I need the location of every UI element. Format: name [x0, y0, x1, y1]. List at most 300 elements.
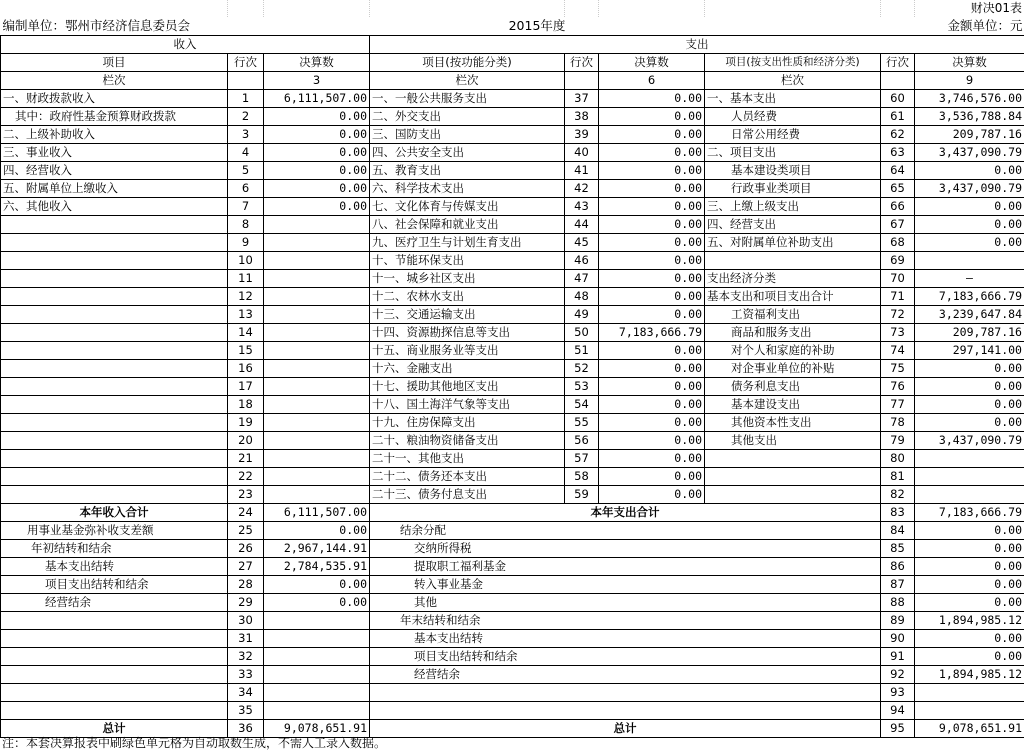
income-item: 二、上级补助收入 — [1, 125, 228, 143]
income-item: 一、财政拨款收入 — [1, 89, 228, 107]
expense-amount — [915, 683, 1024, 701]
expense-econ-item — [705, 485, 881, 503]
row-number: 25 — [228, 521, 264, 539]
expense-func-amount: 0.00 — [599, 377, 705, 395]
expense-amount: 1,894,985.12 — [915, 611, 1024, 629]
income-amount — [264, 665, 370, 683]
row-number: 27 — [228, 557, 264, 575]
expense-econ-item: 对个人和家庭的补助 — [705, 341, 881, 359]
expense-func-item: 二、外交支出 — [370, 107, 565, 125]
expense-func-item: 五、教育支出 — [370, 161, 565, 179]
row-number: 63 — [881, 143, 915, 161]
row-number: 93 — [881, 683, 915, 701]
income-amount: 0.00 — [264, 107, 370, 125]
income-item: 三、事业收入 — [1, 143, 228, 161]
table-row — [1, 467, 1024, 485]
row-number: 59 — [565, 485, 599, 503]
row-number: 32 — [228, 647, 264, 665]
expense-econ-amount: 7,183,666.79 — [915, 287, 1024, 305]
income-item — [1, 377, 228, 395]
row-number: 72 — [881, 305, 915, 323]
expense-func-amount: 0.00 — [599, 269, 705, 287]
income-amount: 0.00 — [264, 125, 370, 143]
expense-econ-item: 其他资本性支出 — [705, 413, 881, 431]
income-amount — [264, 449, 370, 467]
table-row — [1, 305, 1024, 323]
expense-econ-amount: 0.00 — [915, 233, 1024, 251]
expense-func-amount: 0.00 — [599, 89, 705, 107]
expense-item — [370, 701, 881, 719]
table-row — [1, 683, 1024, 701]
expense-econ-amount: 209,787.16 — [915, 125, 1024, 143]
income-item — [1, 269, 228, 287]
expense-func-item: 八、社会保障和就业支出 — [370, 215, 565, 233]
row-number: 38 — [565, 107, 599, 125]
income-section-header: 收入 — [1, 35, 370, 53]
row-number: 37 — [565, 89, 599, 107]
income-amount — [264, 629, 370, 647]
row-number: 35 — [228, 701, 264, 719]
col-amount: 决算数 — [599, 53, 705, 71]
expense-econ-amount: 209,787.16 — [915, 323, 1024, 341]
lanci-label: 栏次 — [370, 71, 565, 89]
footnote: 注：本套决算报表中刷绿色单元格为自动取数生成，不需人工录入数据。 — [2, 736, 387, 750]
section-header-row — [1, 35, 1024, 53]
expense-econ-amount: 0.00 — [915, 197, 1024, 215]
row-number: 79 — [881, 431, 915, 449]
income-amount: 0.00 — [264, 179, 370, 197]
expense-item: 转入事业基金 — [370, 575, 881, 593]
expense-item: 结余分配 — [370, 521, 881, 539]
expense-econ-item: 其他支出 — [705, 431, 881, 449]
income-amount: 0.00 — [264, 593, 370, 611]
row-number: 65 — [881, 179, 915, 197]
expense-econ-item: 五、对附属单位补助支出 — [705, 233, 881, 251]
income-item — [1, 701, 228, 719]
row-number: 1 — [228, 89, 264, 107]
expense-item: 经营结余 — [370, 665, 881, 683]
expense-func-item: 十六、金融支出 — [370, 359, 565, 377]
expense-econ-amount: 0.00 — [915, 377, 1024, 395]
income-item: 五、附属单位上缴收入 — [1, 179, 228, 197]
table-row — [1, 251, 1024, 269]
expense-econ-item: 债务利息支出 — [705, 377, 881, 395]
income-item — [1, 665, 228, 683]
income-amount: 0.00 — [264, 575, 370, 593]
expense-econ-item: 支出经济分类 — [705, 269, 881, 287]
expense-amount: 0.00 — [915, 575, 1024, 593]
expense-econ-item: 对企事业单位的补贴 — [705, 359, 881, 377]
expense-amount: 0.00 — [915, 521, 1024, 539]
reporting-unit: 编制单位：鄂州市经济信息委员会 — [2, 18, 191, 34]
expense-econ-amount: 3,437,090.79 — [915, 179, 1024, 197]
income-item — [1, 233, 228, 251]
totals-row — [1, 503, 1024, 521]
table-row — [1, 449, 1024, 467]
expense-item: 其他 — [370, 593, 881, 611]
table-row — [1, 143, 1024, 161]
income-item: 用事业基金弥补收支差额 — [1, 521, 228, 539]
table-row — [1, 521, 1024, 539]
income-item — [1, 359, 228, 377]
col-row-no: 行次 — [228, 53, 264, 71]
expense-amount: 0.00 — [915, 539, 1024, 557]
expense-func-amount: 0.00 — [599, 233, 705, 251]
income-item — [1, 251, 228, 269]
row-number: 78 — [881, 413, 915, 431]
row-number: 5 — [228, 161, 264, 179]
row-number: 24 — [228, 503, 264, 521]
row-number: 73 — [881, 323, 915, 341]
expense-amount: 0.00 — [915, 593, 1024, 611]
row-number: 20 — [228, 431, 264, 449]
row-number: 57 — [565, 449, 599, 467]
income-item: 项目支出结转和结余 — [1, 575, 228, 593]
expense-econ-item: 一、基本支出 — [705, 89, 881, 107]
expense-func-amount: 0.00 — [599, 251, 705, 269]
income-item — [1, 467, 228, 485]
expense-econ-item: 基本支出和项目支出合计 — [705, 287, 881, 305]
col-amount: 决算数 — [915, 53, 1024, 71]
row-number: 71 — [881, 287, 915, 305]
column-header-row — [1, 53, 1024, 71]
grand-total-label: 总计 — [370, 719, 881, 737]
table-row — [1, 125, 1024, 143]
expense-func-amount: 0.00 — [599, 431, 705, 449]
col-row-no: 行次 — [881, 53, 915, 71]
income-amount — [264, 485, 370, 503]
row-number: 82 — [881, 485, 915, 503]
expense-func-item: 二十二、债务还本支出 — [370, 467, 565, 485]
table-row — [1, 215, 1024, 233]
table-row — [1, 287, 1024, 305]
row-number: 19 — [228, 413, 264, 431]
income-item — [1, 215, 228, 233]
row-number: 95 — [881, 719, 915, 737]
row-number: 13 — [228, 305, 264, 323]
row-number: 62 — [881, 125, 915, 143]
table-row — [1, 413, 1024, 431]
row-number: 74 — [881, 341, 915, 359]
meta-row — [1, 17, 1024, 35]
expense-func-item: 六、科学技术支出 — [370, 179, 565, 197]
expense-econ-amount: 0.00 — [915, 413, 1024, 431]
table-row — [1, 233, 1024, 251]
expense-func-item: 十一、城乡社区支出 — [370, 269, 565, 287]
expense-item — [370, 683, 881, 701]
row-number: 75 — [881, 359, 915, 377]
col-item-func: 项目(按功能分类) — [370, 53, 565, 71]
expense-func-amount: 0.00 — [599, 341, 705, 359]
expense-econ-item — [705, 251, 881, 269]
expense-func-amount: 0.00 — [599, 107, 705, 125]
row-number: 60 — [881, 89, 915, 107]
expense-func-amount: 0.00 — [599, 467, 705, 485]
col-index-6: 6 — [599, 71, 705, 89]
income-amount — [264, 359, 370, 377]
income-amount — [264, 269, 370, 287]
expense-econ-amount: — — [915, 269, 1024, 287]
row-number: 85 — [881, 539, 915, 557]
income-amount — [264, 467, 370, 485]
table-row — [1, 665, 1024, 683]
table-row — [1, 611, 1024, 629]
expense-econ-amount: 3,437,090.79 — [915, 143, 1024, 161]
expense-func-item: 十三、交通运输支出 — [370, 305, 565, 323]
row-number: 41 — [565, 161, 599, 179]
amount-unit: 金额单位：元 — [947, 18, 1023, 34]
row-number: 26 — [228, 539, 264, 557]
row-number: 94 — [881, 701, 915, 719]
row-number: 81 — [881, 467, 915, 485]
row-number: 91 — [881, 647, 915, 665]
income-amount: 6,111,507.00 — [264, 89, 370, 107]
expense-econ-item — [705, 449, 881, 467]
col-item-econ: 项目(按支出性质和经济分类) — [705, 53, 881, 71]
row-number: 39 — [565, 125, 599, 143]
income-item: 基本支出结转 — [1, 557, 228, 575]
expense-econ-amount — [915, 449, 1024, 467]
expense-func-amount: 0.00 — [599, 197, 705, 215]
income-total-value: 6,111,507.00 — [264, 503, 370, 521]
income-item — [1, 341, 228, 359]
row-number: 86 — [881, 557, 915, 575]
row-number: 50 — [565, 323, 599, 341]
income-item — [1, 449, 228, 467]
row-number: 76 — [881, 377, 915, 395]
row-number: 3 — [228, 125, 264, 143]
expense-func-item: 十八、国土海洋气象等支出 — [370, 395, 565, 413]
row-number: 22 — [228, 467, 264, 485]
income-item: 四、经营收入 — [1, 161, 228, 179]
row-number: 87 — [881, 575, 915, 593]
row-number: 67 — [881, 215, 915, 233]
top-bar-row — [1, 0, 1024, 17]
expense-amount — [915, 701, 1024, 719]
income-amount — [264, 701, 370, 719]
income-item: 经营结余 — [1, 593, 228, 611]
expense-func-amount: 0.00 — [599, 287, 705, 305]
table-row — [1, 161, 1024, 179]
row-number: 88 — [881, 593, 915, 611]
expense-amount: 1,894,985.12 — [915, 665, 1024, 683]
report-year: 2015年度 — [508, 18, 566, 34]
grand-total-label: 总计 — [1, 719, 228, 737]
expense-econ-item: 人员经费 — [705, 107, 881, 125]
income-item — [1, 305, 228, 323]
row-number: 17 — [228, 377, 264, 395]
row-number: 31 — [228, 629, 264, 647]
col-amount: 决算数 — [264, 53, 370, 71]
income-amount: 2,967,144.91 — [264, 539, 370, 557]
row-number: 70 — [881, 269, 915, 287]
column-index-row — [1, 71, 1024, 89]
row-number: 45 — [565, 233, 599, 251]
table-row — [1, 701, 1024, 719]
table-row — [1, 197, 1024, 215]
expense-func-amount: 0.00 — [599, 143, 705, 161]
income-item — [1, 683, 228, 701]
table-row — [1, 593, 1024, 611]
row-number: 21 — [228, 449, 264, 467]
table-row — [1, 485, 1024, 503]
row-number: 30 — [228, 611, 264, 629]
income-amount — [264, 287, 370, 305]
expense-econ-amount: 3,746,576.00 — [915, 89, 1024, 107]
income-item — [1, 431, 228, 449]
row-number: 42 — [565, 179, 599, 197]
lanci-label: 栏次 — [1, 71, 228, 89]
expense-item: 项目支出结转和结余 — [370, 647, 881, 665]
income-item: 年初结转和结余 — [1, 539, 228, 557]
row-number: 18 — [228, 395, 264, 413]
row-number: 4 — [228, 143, 264, 161]
row-number: 8 — [228, 215, 264, 233]
row-number: 49 — [565, 305, 599, 323]
table-row — [1, 89, 1024, 107]
table-row — [1, 539, 1024, 557]
expense-econ-item: 商品和服务支出 — [705, 323, 881, 341]
expense-func-item: 十七、援助其他地区支出 — [370, 377, 565, 395]
row-number: 6 — [228, 179, 264, 197]
row-number: 53 — [565, 377, 599, 395]
expense-econ-amount: 3,437,090.79 — [915, 431, 1024, 449]
grand-total-expense: 9,078,651.91 — [915, 719, 1024, 737]
row-number: 58 — [565, 467, 599, 485]
income-item — [1, 323, 228, 341]
table-row — [1, 575, 1024, 593]
row-number: 64 — [881, 161, 915, 179]
row-number: 92 — [881, 665, 915, 683]
income-amount — [264, 215, 370, 233]
row-number: 10 — [228, 251, 264, 269]
income-item — [1, 647, 228, 665]
col-index-3: 3 — [264, 71, 370, 89]
income-amount: 0.00 — [264, 521, 370, 539]
expense-econ-amount: 0.00 — [915, 395, 1024, 413]
income-item — [1, 413, 228, 431]
expense-econ-amount: 297,141.00 — [915, 341, 1024, 359]
row-number: 48 — [565, 287, 599, 305]
income-item: 六、其他收入 — [1, 197, 228, 215]
row-number: 9 — [228, 233, 264, 251]
expense-amount: 0.00 — [915, 557, 1024, 575]
table-row — [1, 377, 1024, 395]
expense-func-amount: 0.00 — [599, 305, 705, 323]
row-number: 29 — [228, 593, 264, 611]
income-amount — [264, 233, 370, 251]
row-number: 47 — [565, 269, 599, 287]
expense-amount: 0.00 — [915, 647, 1024, 665]
row-number: 36 — [228, 719, 264, 737]
expense-func-item: 三、国防支出 — [370, 125, 565, 143]
row-number: 68 — [881, 233, 915, 251]
expense-func-item: 十四、资源勘探信息等支出 — [370, 323, 565, 341]
table-row — [1, 395, 1024, 413]
expense-econ-item: 工资福利支出 — [705, 305, 881, 323]
expense-func-amount: 0.00 — [599, 161, 705, 179]
income-amount — [264, 323, 370, 341]
income-amount: 2,784,535.91 — [264, 557, 370, 575]
expense-econ-amount — [915, 485, 1024, 503]
row-number: 52 — [565, 359, 599, 377]
grand-total-income: 9,078,651.91 — [264, 719, 370, 737]
row-number: 12 — [228, 287, 264, 305]
expense-econ-item: 三、上缴上级支出 — [705, 197, 881, 215]
row-number: 51 — [565, 341, 599, 359]
col-index-9: 9 — [915, 71, 1024, 89]
expense-func-amount: 0.00 — [599, 125, 705, 143]
income-item — [1, 611, 228, 629]
table-row — [1, 629, 1024, 647]
expense-func-amount: 0.00 — [599, 485, 705, 503]
expense-econ-item — [705, 467, 881, 485]
income-item — [1, 629, 228, 647]
income-amount — [264, 377, 370, 395]
row-number: 77 — [881, 395, 915, 413]
form-code: 财决01表 — [915, 0, 1024, 17]
expense-func-item: 十五、商业服务业等支出 — [370, 341, 565, 359]
table-row — [1, 647, 1024, 665]
col-row-no: 行次 — [565, 53, 599, 71]
expense-func-item: 二十一、其他支出 — [370, 449, 565, 467]
col-item: 项目 — [1, 53, 228, 71]
expense-func-item: 十二、农林水支出 — [370, 287, 565, 305]
row-number: 55 — [565, 413, 599, 431]
expense-func-item: 十九、住房保障支出 — [370, 413, 565, 431]
income-amount — [264, 305, 370, 323]
income-amount — [264, 683, 370, 701]
income-item — [1, 395, 228, 413]
income-amount: 0.00 — [264, 161, 370, 179]
expense-func-amount: 7,183,666.79 — [599, 323, 705, 341]
table-row — [1, 107, 1024, 125]
row-number: 46 — [565, 251, 599, 269]
income-total-label: 本年收入合计 — [1, 503, 228, 521]
expense-amount: 0.00 — [915, 629, 1024, 647]
income-amount — [264, 647, 370, 665]
expense-func-item: 一、一般公共服务支出 — [370, 89, 565, 107]
row-number: 2 — [228, 107, 264, 125]
expense-func-amount: 0.00 — [599, 179, 705, 197]
expense-func-amount: 0.00 — [599, 413, 705, 431]
row-number: 11 — [228, 269, 264, 287]
row-number: 83 — [881, 503, 915, 521]
expense-section-header: 支出 — [370, 35, 1024, 53]
expense-func-item: 二十、粮油物资储备支出 — [370, 431, 565, 449]
expense-total-label: 本年支出合计 — [370, 503, 881, 521]
expense-total-value: 7,183,666.79 — [915, 503, 1024, 521]
row-number: 89 — [881, 611, 915, 629]
income-amount — [264, 431, 370, 449]
row-number: 43 — [565, 197, 599, 215]
row-number: 23 — [228, 485, 264, 503]
table-row — [1, 341, 1024, 359]
row-number: 7 — [228, 197, 264, 215]
income-amount — [264, 251, 370, 269]
row-number: 84 — [881, 521, 915, 539]
table-row — [1, 179, 1024, 197]
row-number: 90 — [881, 629, 915, 647]
income-amount — [264, 413, 370, 431]
expense-econ-item: 二、项目支出 — [705, 143, 881, 161]
income-amount — [264, 341, 370, 359]
income-amount: 0.00 — [264, 143, 370, 161]
income-amount — [264, 611, 370, 629]
income-item — [1, 287, 228, 305]
row-number: 16 — [228, 359, 264, 377]
row-number: 66 — [881, 197, 915, 215]
